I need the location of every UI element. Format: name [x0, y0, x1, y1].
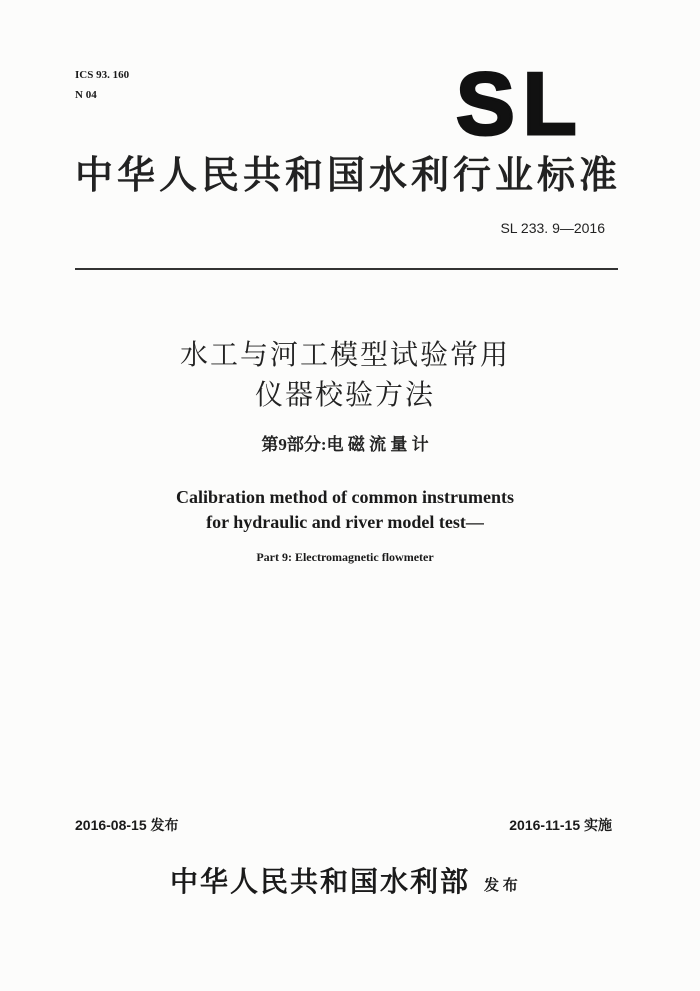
cn-title-line1: 水工与河工模型试验常用 — [179, 339, 510, 370]
issue-date: 2016-08-15 发布 — [75, 817, 179, 833]
en-title-line1: Calibration method of common instruments — [176, 487, 514, 507]
en-title-line2: for hydraulic and river model test— — [206, 512, 484, 532]
ccs-code: N 04 — [75, 89, 97, 101]
page-title: 中华人民共和国水利行业标准 — [75, 155, 622, 197]
cn-title-line2: 仪器校验方法 — [254, 379, 435, 410]
implementation-date: 2016-11-15 实施 — [509, 817, 612, 833]
standard-number: SL 233. 9—2016 — [500, 220, 605, 236]
en-part-title: Part 9: Electromagnetic flowmeter — [256, 550, 434, 564]
issuing-action: 发 布 — [484, 878, 518, 894]
header-divider — [75, 268, 618, 270]
issuing-authority: 中华人民共和国水利部 — [170, 867, 471, 898]
ics-code: ICS 93. 160 — [75, 69, 130, 81]
cn-part-title: 第9部分:电 磁 流 量 计 — [261, 435, 429, 454]
sl-logo: SL — [456, 54, 585, 153]
